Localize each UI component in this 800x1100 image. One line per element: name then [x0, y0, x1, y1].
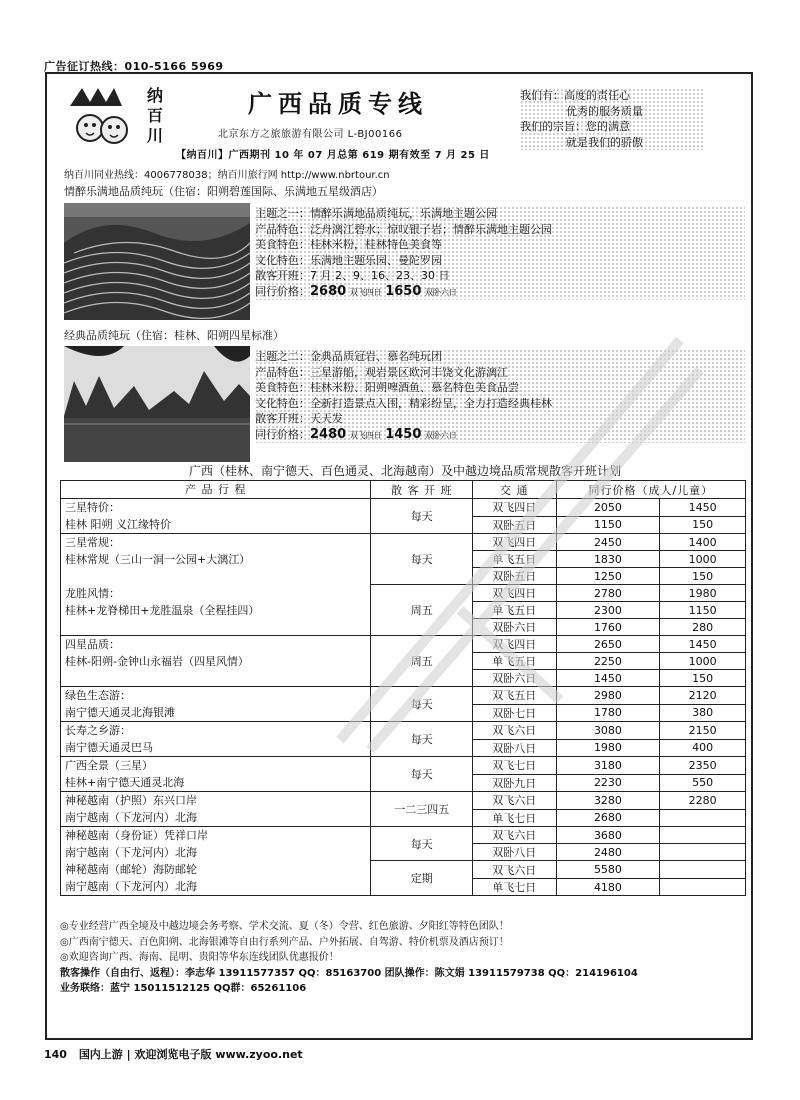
table-header-row — [61, 481, 746, 499]
trade-hotline — [64, 166, 390, 199]
transport-cell: 双飞五日 — [472, 687, 556, 705]
product-line: 龙胜风情： — [65, 587, 120, 600]
feature-line: 散客开班：天天发 — [255, 412, 343, 425]
ad-hotline: 广告征订热线：010-5166 5969 — [44, 60, 224, 73]
header-transport: 交 通 — [472, 481, 556, 499]
transport-cell: 双卧六日 — [472, 670, 556, 687]
product-cell — [61, 499, 371, 534]
company-line: 北京东方之旅旅游有限公司 L-BJ00166 — [218, 129, 403, 140]
transport-cell: 双飞七日 — [472, 757, 556, 775]
adult-price-cell: 3080 — [556, 722, 660, 740]
transport-cell: 单飞五日 — [472, 653, 556, 670]
product-line: 南宁越南（下龙河内）北海 — [65, 880, 197, 893]
transport-cell: 双飞四日 — [472, 585, 556, 602]
feature-line: 散客开班：7 月 2、9、16、23、30 日 — [255, 269, 450, 282]
product-line: 南宁越南（下龙河内）北海 — [65, 846, 197, 859]
adult-price-cell: 2980 — [556, 687, 660, 705]
transport-cell: 双飞六日 — [472, 827, 556, 844]
product-line: 广西全景（三星） — [65, 759, 153, 772]
adult-price-cell: 2250 — [556, 653, 660, 670]
date-cell: 每天 — [371, 499, 473, 534]
child-price-cell: 550 — [660, 774, 746, 792]
table-row — [61, 757, 746, 775]
adult-price-cell: 5580 — [556, 861, 660, 879]
transport-cell: 双卧八日 — [472, 739, 556, 757]
child-price-cell: 2280 — [660, 792, 746, 810]
product-line: 桂林+南宁德天通灵北海 — [65, 776, 185, 789]
adult-price-cell: 2230 — [556, 774, 660, 792]
adult-price-cell: 2450 — [556, 534, 660, 551]
adult-price-cell: 3680 — [556, 827, 660, 844]
feature-line: 美食特色：桂林米粉、阳朔啤酒鱼、慕名特色美食品尝 — [255, 381, 519, 394]
adult-price-cell: 2780 — [556, 585, 660, 602]
price-b-unit: 双卧六日 — [424, 287, 457, 297]
product-line: 南宁德天通灵北海银滩 — [65, 706, 175, 719]
price-label: 同行价格： — [255, 284, 310, 298]
child-price-cell: 2120 — [660, 687, 746, 705]
child-price-cell: 150 — [660, 516, 746, 534]
date-cell: 定期 — [371, 861, 473, 896]
product-spacer — [65, 568, 366, 585]
table-row — [61, 499, 746, 517]
table-row — [61, 636, 746, 653]
child-price-cell: 1450 — [660, 499, 746, 517]
product-line: 三星特价： — [65, 501, 120, 514]
product-line: 桂林常规（三山一洞一公园+大漓江） — [65, 553, 251, 566]
adult-price-cell: 3280 — [556, 792, 660, 810]
price-a-unit: 双飞四日 — [349, 287, 382, 297]
date-cell: 每天 — [371, 722, 473, 757]
transport-cell: 双飞六日 — [472, 722, 556, 740]
table-row — [61, 722, 746, 740]
adult-price-cell: 1780 — [556, 704, 660, 722]
child-price-cell: 2150 — [660, 722, 746, 740]
product-line: 绿色生态游： — [65, 689, 131, 702]
terrace-photo — [64, 203, 250, 320]
product-cell — [61, 827, 371, 896]
adult-price-cell: 2300 — [556, 602, 660, 619]
transport-cell: 单飞五日 — [472, 551, 556, 568]
product-cell — [61, 636, 371, 687]
product-line: 神秘越南（护照）东兴口岸 — [65, 794, 197, 807]
product-line: 神秘越南（身份证）凭祥口岸 — [65, 829, 208, 842]
adult-price-cell: 1150 — [556, 516, 660, 534]
product-line: 南宁德天通灵巴马 — [65, 741, 153, 754]
table-row — [61, 687, 746, 705]
feature-line: 文化特色：乐满地主题乐园、曼陀罗园 — [255, 253, 442, 267]
feature-line: 主题之一：情醉乐满地品质纯玩，乐满地主题公园 — [255, 207, 497, 220]
price-line — [255, 427, 745, 444]
child-price-cell — [660, 861, 746, 879]
transport-cell: 单飞七日 — [472, 879, 556, 896]
adult-price-cell: 1760 — [556, 619, 660, 636]
date-cell: 每天 — [371, 757, 473, 792]
product-line: 桂林+龙脊梯田+龙胜温泉（全程挂四） — [65, 604, 260, 617]
trade-hotline-text: 纳百川同业热线：4006778038；纳百川旅行网 http://www.nbrtour.cn — [64, 170, 390, 181]
product-cell — [61, 722, 371, 757]
feature-line: 主题之二：金典品质冠岩、慕名纯玩团 — [255, 350, 442, 363]
child-price-cell: 1000 — [660, 551, 746, 568]
price-line — [255, 284, 745, 301]
adult-price-cell: 2650 — [556, 636, 660, 653]
product-line: 桂林-阳朔-金钟山永福岩（四星风情） — [65, 655, 249, 668]
footer-text: 国内上游 | 欢迎浏览电子版 www.zyoo.net — [78, 1048, 303, 1061]
table-row — [61, 792, 746, 810]
adult-price-cell: 1450 — [556, 670, 660, 687]
logo-text: 纳百川 — [146, 86, 163, 145]
child-price-cell: 150 — [660, 568, 746, 585]
product-line: 四星品质： — [65, 638, 120, 651]
product-cell — [61, 534, 371, 636]
section1-title: 情醉乐满地品质纯玩（住宿：阳朔碧莲国际、乐满地五星级酒店） — [64, 185, 383, 198]
karst-river-photo — [64, 346, 250, 462]
transport-cell: 双飞六日 — [472, 792, 556, 810]
section2-title: 经典品质纯玩（住宿：桂林、阳朔四星标准） — [64, 329, 284, 342]
header-product: 产 品 行 程 — [61, 481, 371, 499]
product-cell — [61, 757, 371, 792]
date-cell: 周五 — [371, 636, 473, 687]
product-line: 神秘越南（邮轮）海防邮轮 — [65, 863, 197, 876]
page-number: 140 — [44, 1048, 67, 1061]
header-price: 同行价格（成人/儿童） — [556, 481, 745, 499]
child-price-cell: 1150 — [660, 602, 746, 619]
adult-price-cell: 1980 — [556, 739, 660, 757]
transport-cell: 双卧五日 — [472, 516, 556, 534]
slogan-line: 我们的宗旨：您的满意 — [520, 120, 630, 133]
schedule-title: 广西（桂林、南宁德天、百色通灵、北海越南）及中越边境品质常规散客开班计划 — [188, 464, 621, 478]
child-price-cell: 400 — [660, 739, 746, 757]
table-row — [61, 827, 746, 844]
adult-price-cell: 1830 — [556, 551, 660, 568]
date-cell: 周五 — [371, 585, 473, 636]
child-price-cell: 1000 — [660, 653, 746, 670]
adult-price-cell: 3180 — [556, 757, 660, 775]
product-line: 桂林 阳朔 义江缘特价 — [65, 518, 171, 531]
child-price-cell — [660, 809, 746, 827]
table-row — [61, 534, 746, 551]
price-a: 2480 — [310, 426, 347, 442]
adult-price-cell: 2680 — [556, 809, 660, 827]
price-b: 1450 — [385, 426, 422, 442]
transport-cell: 双卧六日 — [472, 619, 556, 636]
transport-cell: 双飞四日 — [472, 636, 556, 653]
note-line: ◎欢迎咨询广西、海南、昆明、贵阳等华东连线团队优惠报价！ — [60, 952, 339, 963]
adult-price-cell: 2480 — [556, 844, 660, 861]
child-price-cell: 280 — [660, 619, 746, 636]
feature-line: 文化特色：全新打造景点入围，精彩纷呈，全力打造经典桂林 — [255, 396, 552, 410]
child-price-cell — [660, 827, 746, 844]
date-cell: 每天 — [371, 827, 473, 861]
note-line: ◎专业经营广西全境及中越边境会务考察、学术交流、夏（冬）令营、红色旅游、夕阳红等特色团队！ — [60, 921, 509, 932]
product-cell — [61, 687, 371, 722]
child-price-cell: 150 — [660, 670, 746, 687]
child-price-cell — [660, 844, 746, 861]
contact-line: 散客操作（自由行、返程）：李志华 13911577357 QQ：85163700 团队操作：陈文娟 13911579738 QQ：214196104 — [60, 967, 638, 979]
transport-cell: 双卧七日 — [472, 704, 556, 722]
page-footer — [44, 1046, 303, 1062]
slogan-line: 优秀的服务质量 — [566, 104, 643, 118]
child-price-cell: 1450 — [660, 636, 746, 653]
adult-price-cell: 2050 — [556, 499, 660, 517]
transport-cell: 双飞六日 — [472, 861, 556, 879]
notes-block — [60, 919, 750, 997]
price-b-unit: 双卧六日 — [424, 430, 457, 440]
child-price-cell: 2350 — [660, 757, 746, 775]
transport-cell: 双飞四日 — [472, 499, 556, 517]
note-line: ◎广西南宁德天、百色阳朔、北海银滩等自由行系列产品、户外拓展、自驾游、特价机票及酒店预订！ — [60, 936, 509, 948]
price-a: 2680 — [310, 283, 347, 299]
slogan-line: 我们有：高度的责任心 — [520, 89, 630, 102]
schedule-table — [60, 480, 746, 896]
child-price-cell — [660, 879, 746, 896]
price-a-unit: 双飞四日 — [349, 430, 382, 440]
child-price-cell: 1400 — [660, 534, 746, 551]
feature-line: 美食特色：桂林米粉，桂林特色美食等 — [255, 238, 442, 251]
transport-cell: 单飞七日 — [472, 809, 556, 827]
transport-cell: 双卧五日 — [472, 568, 556, 585]
product-line: 长寿之乡游： — [65, 724, 131, 737]
feature-line: 产品特色：泛舟漓江碧水；惊叹银子岩；情醉乐满地主题公园 — [255, 222, 552, 236]
feature-line: 产品特色：三星游船，观岩景区欧河丰饶文化游漓江 — [255, 365, 508, 379]
price-b: 1650 — [385, 283, 422, 299]
adult-price-cell: 1250 — [556, 568, 660, 585]
date-cell: 每天 — [371, 687, 473, 722]
slogan-line: 就是我们的骄傲 — [566, 135, 643, 149]
product-cell — [61, 792, 371, 827]
child-price-cell: 380 — [660, 704, 746, 722]
issue-line: 【纳百川】广西期刊 10 年 07 月总第 619 期有效至 7 月 25 日 — [176, 150, 490, 161]
date-cell: 每天 — [371, 534, 473, 585]
adult-price-cell: 4180 — [556, 879, 660, 896]
product-line: 南宁越南（下龙河内）北海 — [65, 811, 197, 824]
transport-cell: 双飞四日 — [472, 534, 556, 551]
section2-features — [255, 349, 745, 443]
child-price-cell: 1980 — [660, 585, 746, 602]
transport-cell: 单飞五日 — [472, 602, 556, 619]
contact-line: 业务联络：蓝宁 15011512125 QQ群：65261106 — [60, 983, 307, 994]
page-title: 广西品质专线 — [248, 90, 428, 118]
transport-cell: 双卧九日 — [472, 774, 556, 792]
transport-cell: 双卧八日 — [472, 844, 556, 861]
slogan-box — [520, 88, 704, 150]
product-line: 三星常规： — [65, 536, 120, 549]
company-logo-icon — [68, 84, 140, 154]
date-cell: 一二三四五 — [371, 792, 473, 827]
header-date: 散 客 开 班 — [371, 481, 473, 499]
section1-features — [255, 206, 745, 300]
price-label: 同行价格： — [255, 427, 310, 441]
